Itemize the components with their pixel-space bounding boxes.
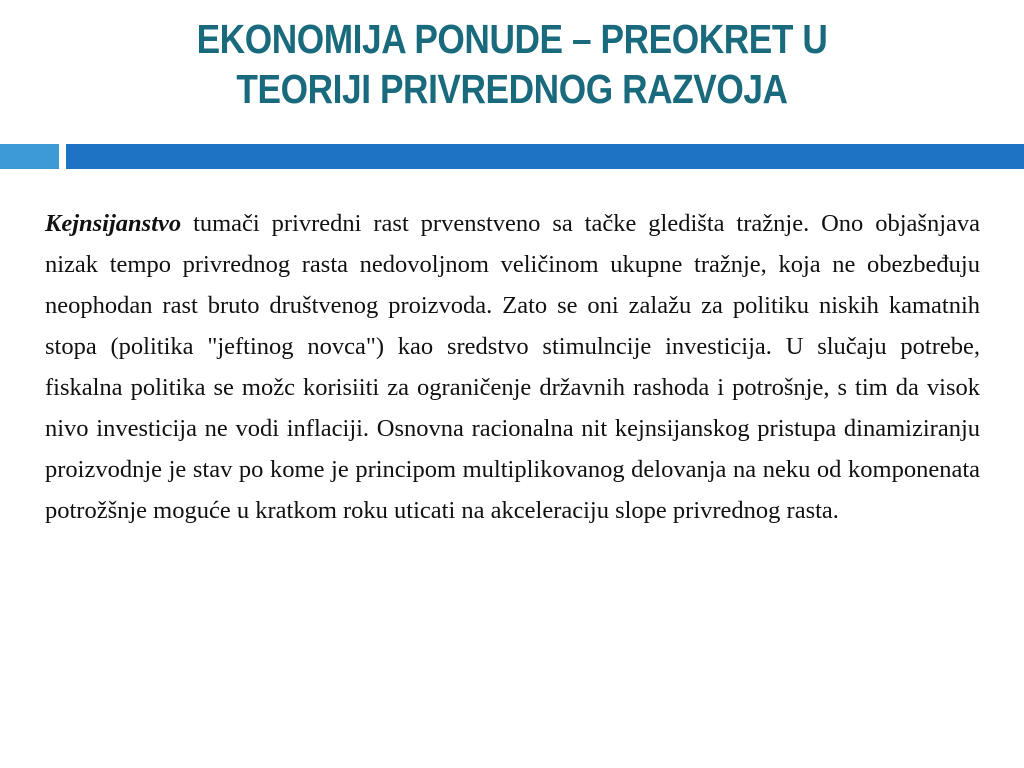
- accent-bar-right: [66, 144, 1024, 169]
- accent-bar-left: [0, 144, 59, 169]
- slide-title: [123, 14, 900, 114]
- slide-title-line-2: TEORIJI PRIVREDNOG RAZVOJA: [236, 66, 788, 112]
- lead-term: Kejnsijanstvo: [45, 210, 182, 237]
- body-paragraph: [45, 203, 980, 531]
- body-text: tumači privredni rast prvenstveno sa tačke gledišta tražnje. Ono objašnjava nizak tempo privrednog rasta nedovoljnom veličinom ukupne tražnje, koja ne obezbeđuju neophodan rast bruto društvenog proizvoda. Zato se oni zalažu za politiku niskih kamatnih stopa (politika "jeftinog novca") kao sredstvo stimulncije investicija. U slučaju potrebe, fiskalna politika se možc korisiiti za ograničenje državnih rashoda i potrošnje, s tim da visok nivo investicija ne vodi inflaciji. Osnovna racionalna nit kejnsijanskog pristupa dinamiziranju proizvodnje je stav po kome je principom multiplikovanog delovanja na neku od komponenata potrožšnje moguće u kratkom roku uticati na akceleraciju slope privrednog rasta.: [45, 210, 980, 524]
- slide-title-line-1: EKONOMIJA PONUDE – PREOKRET U: [196, 16, 828, 62]
